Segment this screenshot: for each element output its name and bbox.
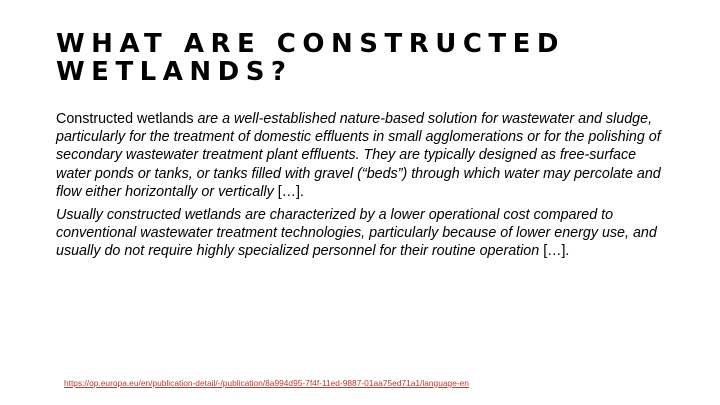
slide-title-line-1: WHAT ARE CONSTRUCTED: [56, 29, 565, 59]
paragraph-benefits-text: Usually constructed wetlands are characterized by a lower operational cost compared to conventional wastewater treatment technologies, particularly because of lower energy use, and usually do not require highly specialized personnel for their routine operation: [56, 207, 657, 260]
paragraph-benefits-ellipsis: […].: [539, 243, 570, 260]
paragraph-definition-text: are a well-established nature-based solution for wastewater and sludge, particularly for the treatment of domestic effluents in small agglomerations or for the polishing of secondary wastewater treatment plant effluents. They are typically designed as free-surface water ponds or tanks, or tanks filled with gravel (“beds”) through which water may percolate and flow either horizontally or vertically: [56, 111, 661, 200]
paragraph-definition-ellipsis: […].: [273, 183, 304, 200]
paragraph-definition-term: Constructed wetlands: [56, 111, 194, 127]
slide-title-line-2: WETLANDS?: [56, 57, 293, 87]
slide-title: [56, 30, 676, 86]
slide-body: [56, 110, 668, 266]
paragraph-benefits: [56, 206, 668, 261]
paragraph-definition: [56, 110, 668, 201]
source-link[interactable]: https://op.europa.eu/en/publication-detail/-/publication/8a994d95-7f4f-11ed-9887-01aa75ed71a1/language-en: [64, 378, 469, 388]
